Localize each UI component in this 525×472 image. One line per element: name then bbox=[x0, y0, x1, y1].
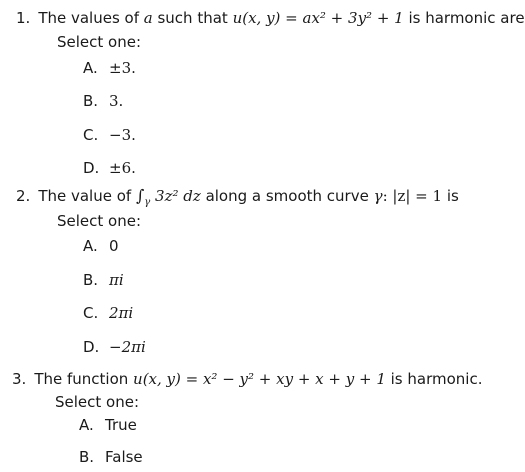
question-text: is harmonic are bbox=[403, 9, 525, 27]
option-letter: A. bbox=[79, 416, 94, 434]
option-value: False bbox=[105, 448, 143, 466]
option-a[interactable] bbox=[83, 58, 136, 78]
question-text: The values of bbox=[38, 9, 144, 27]
question-text: is harmonic. bbox=[385, 370, 483, 388]
question-3-text bbox=[12, 369, 482, 389]
option-letter: C. bbox=[83, 126, 99, 144]
option-value: −3. bbox=[109, 126, 136, 144]
option-a[interactable] bbox=[79, 415, 137, 435]
option-value: 3. bbox=[109, 92, 124, 110]
question-text: such that bbox=[152, 9, 233, 27]
select-one-label: Select one: bbox=[57, 212, 142, 230]
option-b[interactable] bbox=[79, 447, 143, 467]
question-text: The function bbox=[34, 370, 134, 388]
math-variable: γ bbox=[373, 187, 383, 205]
option-letter: D. bbox=[83, 338, 100, 356]
math-formula: u(x, y) = ax² + 3y² + 1 bbox=[232, 9, 404, 27]
option-value: True bbox=[105, 416, 137, 434]
option-letter: A. bbox=[83, 237, 98, 255]
question-number: 3. bbox=[12, 370, 27, 388]
question-1-text bbox=[16, 8, 525, 28]
option-value: −2πi bbox=[109, 338, 146, 356]
math-formula: u(x, y) = x² − y² + xy + x + y + 1 bbox=[133, 370, 386, 388]
option-value: ±6. bbox=[109, 159, 136, 177]
integral-subscript: γ bbox=[144, 197, 151, 208]
option-letter: D. bbox=[83, 159, 100, 177]
option-d[interactable] bbox=[83, 337, 146, 357]
option-letter: A. bbox=[83, 59, 98, 77]
question-text: is bbox=[442, 187, 459, 205]
option-value: 2πi bbox=[109, 304, 134, 322]
select-one-label: Select one: bbox=[55, 393, 140, 411]
option-letter: B. bbox=[83, 271, 99, 289]
question-text: The value of bbox=[38, 187, 136, 205]
integral-sign: ∫ bbox=[135, 186, 145, 205]
select-one-label: Select one: bbox=[57, 33, 142, 51]
question-text: along a smooth curve bbox=[200, 187, 374, 205]
option-letter: C. bbox=[83, 304, 99, 322]
option-b[interactable] bbox=[83, 91, 123, 111]
math-condition: : |z| = 1 bbox=[382, 187, 443, 205]
option-value: πi bbox=[109, 271, 124, 289]
option-letter: B. bbox=[79, 448, 95, 466]
question-number: 1. bbox=[16, 9, 31, 27]
question-number: 2. bbox=[16, 187, 31, 205]
option-c[interactable] bbox=[83, 125, 136, 145]
option-value: 0 bbox=[109, 237, 119, 255]
question-2-text bbox=[16, 186, 459, 206]
option-c[interactable] bbox=[83, 303, 133, 323]
option-b[interactable] bbox=[83, 270, 124, 290]
option-d[interactable] bbox=[83, 158, 136, 178]
math-integrand: 3z² dz bbox=[150, 187, 201, 205]
option-a[interactable] bbox=[83, 236, 119, 256]
option-letter: B. bbox=[83, 92, 99, 110]
option-value: ±3. bbox=[109, 59, 136, 77]
math-variable: a bbox=[143, 9, 153, 27]
